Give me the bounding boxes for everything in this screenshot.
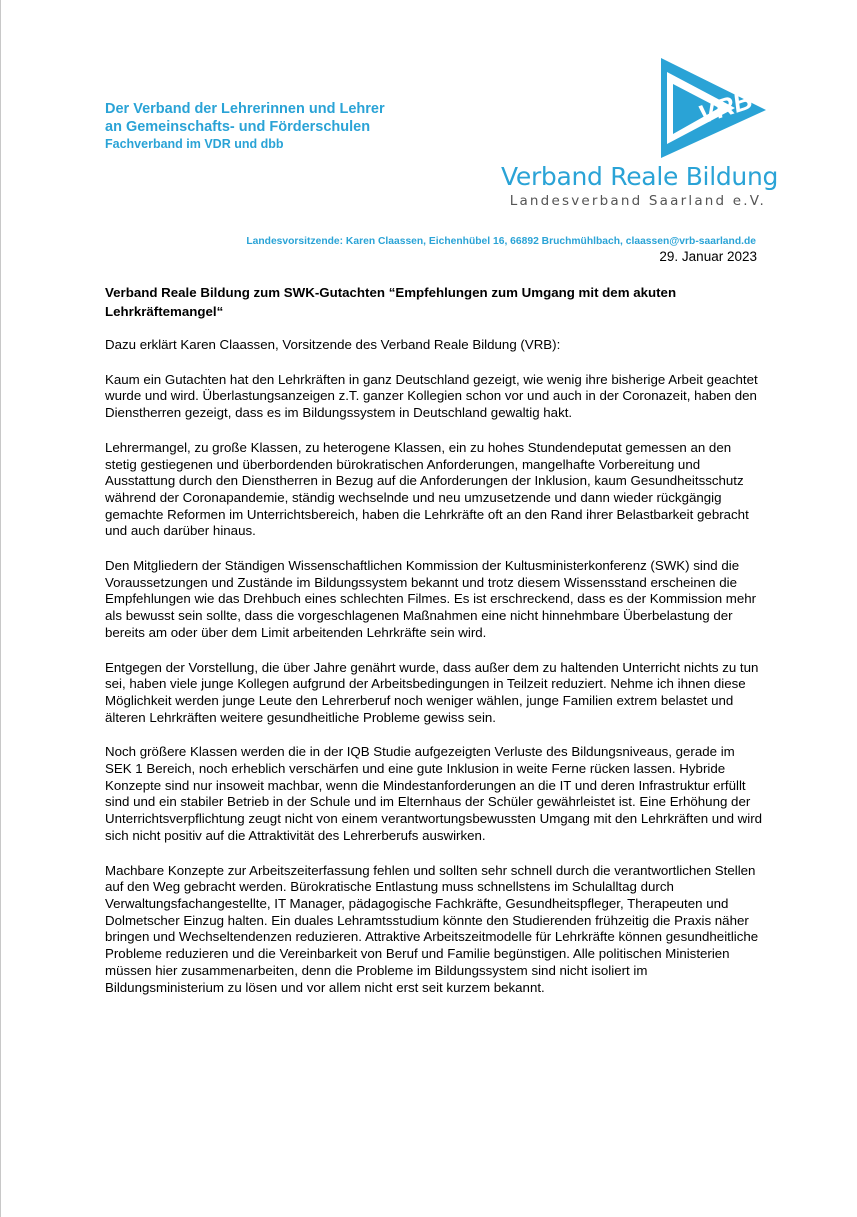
vrb-logo-graphic [661, 58, 766, 158]
organization-block [105, 100, 525, 152]
paragraph: Machbare Konzepte zur Arbeitszeiterfassung fehlen und sollten sehr schnell durch die verantwortlichen Stellen auf den Weg gebracht werden. Bürokratische Entlastung muss schnellstens im Schulalltag durch Verwaltungsfachangestellte, IT Manager, pädagogische Fachkräfte, Gesundheitspfleger, Therapeuten und Dolmetscher Einzug halten. Ein duales Lehramtsstudium könnte den Studierenden frühzeitig die Praxis näher bringen und Wechseltendenzen reduzieren. Attraktive Arbeitszeitmodelle für Lehrkräfte können gesundheitliche Probleme reduzieren und die Vereinbarkeit von Beruf und Familie begünstigen. Alle politischen Ministerien müssen hier zusammenarbeiten, denn die Probleme im Bildungssystem sind nicht isoliert im Bildungsministerium zu lösen und vor allem nicht erst seit kurzem bekannt. [105, 862, 759, 995]
organization-name-line-2: an Gemeinschafts- und Förderschulen [105, 119, 371, 135]
vrb-logo [661, 58, 766, 158]
paragraph: Entgegen der Vorstellung, die über Jahre genährt wurde, dass außer dem zu haltenden Unterricht nichts zu tun sei, haben viele junge Kollegen aufgrund der Arbeitsbedingungen in Teilzeit reduziert. Nehme ich ihnen diese Möglichkeit werden junge Leute den Lehrerberuf noch weniger wählen, junge Familien extrem belastet und älteren Lehrkräften weitere gesundheitliche Probleme gewiss sein. [105, 659, 759, 725]
address-line: Landesvorsitzende: Karen Claassen, Eichenhübel 16, 66892 Bruchmühlbach, claassen@vrb-saarland.de [246, 236, 756, 247]
logo-lettering: VRB [694, 84, 756, 130]
document-body [105, 283, 765, 1014]
organization-affiliation: Fachverband im VDR und dbb [105, 137, 284, 151]
paragraph: Noch größere Klassen werden die in der IQB Studie aufgezeigten Verluste des Bildungsniveaus, gerade im SEK 1 Bereich, noch erheblich verschärfen und eine gute Inklusion in weite Ferne rücken lassen. Hybride Konzepte sind nur insoweit machbar, wenn die Mindestanforderungen an die IT und deren Infrastruktur erfüllt sind und ein stabiler Betrieb in der Schule und im Elternhaus der Schüler gewährleistet ist. Eine Erhöhung der Unterrichtsverpflichtung zeugt nicht von einem verantwortungsbewussten Umgang mit den Lehrkräften und wird sich nicht positiv auf die Attraktivität des Lehrerberufs auswirken. [105, 744, 763, 843]
paragraph: Dazu erklärt Karen Claassen, Vorsitzende des Verband Reale Bildung (VRB): [105, 337, 561, 352]
brand-subtitle: Landesverband Saarland e.V. [509, 193, 766, 209]
paragraph: Den Mitgliedern der Ständigen Wissenschaftlichen Kommission der Kultusministerkonferenz (SWK) sind die Voraussetzungen und Zustände im Bildungssystem bekannt und trotz diesem Wissensstand erscheinen die Empfehlungen wie das Drehbuch eines schlechten Filmes. Es ist erschreckend, dass es der Kommission mehr als bewusst sein sollte, dass die vorgeschlagenen Maßnahmen eine nicht hinnehmbare Überbelastung der bereits am oder über dem Limit arbeitenden Lehrkräfte sein wird. [105, 558, 757, 640]
document-date: 29. Januar 2023 [659, 249, 757, 264]
paragraph: Lehrermangel, zu große Klassen, zu heterogene Klassen, ein zu hohes Stundendeputat gemessen an den stetig gestiegenen und überbordenden bürokratischen Anforderungen, mangelhafte Vorbereitung und Ausstattung durch den Dienstherren in Bezug auf die Anforderungen der Inklusion, kaum Gesundheitsschutz während der Coronapandemie, ständig wechselnde und neu umzusetzende und dann wieder rückgängig gemachte Reformen im Unterrichtsbereich, haben die Lehrkräfte oft an den Rand ihrer Belastbarkeit gebracht und auch darüber hinaus. [105, 439, 749, 539]
organization-name-line-1: Der Verband der Lehrerinnen und Lehrer [105, 101, 385, 117]
document-heading: Verband Reale Bildung zum SWK-Gutachten “Empfehlungen zum Umgang mit dem akuten Lehrkräftemangel“ [105, 285, 677, 319]
paragraph: Kaum ein Gutachten hat den Lehrkräften in ganz Deutschland gezeigt, wie wenig ihre bisherige Arbeit geachtet wurde und wird. Überlastungsanzeigen z.T. ganzer Kollegien schon vor und auch in der Coronazeit, haben den Dienstherren gezeigt, dass es im Bildungssystem in Deutschland gewaltig hakt. [105, 371, 758, 421]
brand-name: Verband Reale Bildung [501, 162, 779, 191]
